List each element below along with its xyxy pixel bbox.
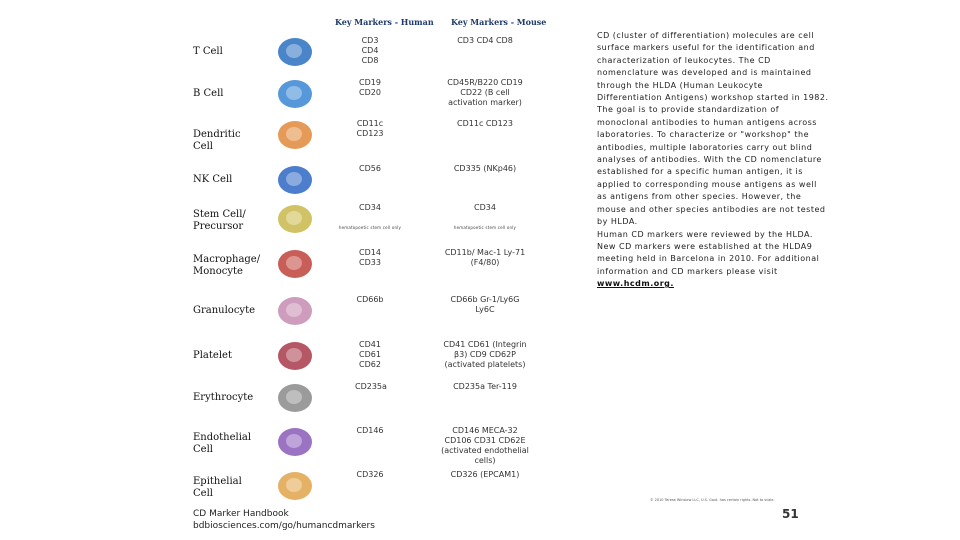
cell-illustration-icon: [270, 201, 320, 237]
mouse-marker: CD235a Ter-119: [453, 382, 517, 391]
mouse-marker: CD45R/B220 CD19 CD22 (B cell activation marker): [447, 78, 523, 107]
mouse-marker: CD146 MECA-32 CD106 CD31 CD62E (activated endothelial cells): [441, 426, 529, 465]
mouse-marker: CD326 (EPCAM1): [450, 470, 520, 479]
cell-illustration-icon: [270, 424, 320, 460]
cell-illustration-icon: [270, 380, 320, 416]
cell-name: Macrophage/ Monocyte: [193, 254, 261, 277]
mouse-marker: CD3 CD4 CD8: [457, 36, 513, 45]
hcdm-link[interactable]: www.hcdm.org.: [597, 279, 674, 289]
footer: [193, 508, 375, 532]
mouse-marker: CD34: [474, 203, 496, 212]
human-marker: CD3 CD4 CD8: [361, 36, 379, 65]
handbook-url[interactable]: bdbiosciences.com/go/humancdmarkers: [193, 521, 375, 531]
cell-name: Erythrocyte: [193, 392, 254, 403]
mouse-marker: CD335 (NKp46): [453, 164, 517, 173]
cell-illustration-icon: [270, 76, 320, 112]
mouse-markers-header: Key Markers - Mouse: [451, 17, 547, 27]
mouse-marker-note: hematopoetic stem cell only: [453, 225, 517, 230]
cell-illustration-icon: [270, 162, 320, 198]
cell-name: Granulocyte: [193, 305, 256, 316]
human-marker: CD326: [356, 470, 384, 479]
page-number: 51: [782, 507, 799, 521]
mouse-marker: CD11b/ Mac-1 Ly-71 (F4/80): [444, 248, 526, 267]
human-marker-note: hematopoetic stem cell only: [338, 225, 402, 230]
cell-name: T Cell: [193, 46, 223, 57]
handbook-title: CD Marker Handbook: [193, 509, 289, 519]
cd-description: [597, 30, 829, 291]
human-marker: CD11c CD123: [356, 119, 384, 138]
cell-name: NK Cell: [193, 174, 233, 185]
cell-illustration-icon: [270, 246, 320, 282]
human-marker: CD41 CD61 CD62: [359, 340, 381, 369]
cell-illustration-icon: [270, 293, 320, 329]
cell-illustration-icon: [270, 34, 320, 70]
cell-name: Epithelial Cell: [193, 476, 242, 499]
cell-illustration-icon: [270, 338, 320, 374]
cell-name: Dendritic Cell: [193, 129, 241, 152]
cell-name: B Cell: [193, 88, 224, 99]
illustration-copyright: © 2010 Terese Winslow LLC, U.S. Govt. has certain rights. Not to scale.: [650, 498, 775, 502]
cell-name: Stem Cell/ Precursor: [193, 209, 246, 232]
human-marker: CD56: [359, 164, 381, 173]
mouse-marker: CD41 CD61 (Integrin β3) CD9 CD62P (activated platelets): [443, 340, 527, 369]
cell-illustration-icon: [270, 468, 320, 504]
description-paragraph-2-text: Human CD markers were reviewed by the HLDA. New CD markers were established at the HLDA9 meeting held in Barcelona in 2010. For additional information and CD markers please visit: [597, 229, 820, 276]
human-marker: CD146: [356, 426, 384, 435]
human-marker: CD34: [359, 203, 381, 212]
human-marker: CD235a: [355, 382, 387, 391]
mouse-marker: CD11c CD123: [457, 119, 513, 128]
description-paragraph-2: [597, 229, 829, 291]
cell-illustration-icon: [270, 117, 320, 153]
mouse-marker: CD66b Gr-1/Ly6G Ly6C: [450, 295, 520, 314]
cell-name: Endothelial Cell: [193, 432, 252, 455]
human-marker: CD66b: [356, 295, 384, 304]
cell-name: Platelet: [193, 350, 232, 361]
human-marker: CD14 CD33: [359, 248, 381, 267]
human-marker: CD19 CD20: [359, 78, 381, 97]
description-paragraph-1: CD (cluster of differentiation) molecules are cell surface markers useful for the identification and characterization of leukocytes. The CD nomenclature was developed and is maintained through the HLDA (Human Leukocyte Differentiation Antigens) workshop started in 1982. The goal is to provide standardization of monoclonal antibodies to human antigens across laboratories. To characterize or "workshop" the antibodies, multiple laboratories carry out blind analyses of antibodies. With the CD nomenclature established for a specific human antigen, it is applied to corresponding mouse antigens as well as antigens from other species. However, the mouse and other species antibodies are not tested by HLDA.: [597, 31, 829, 227]
human-markers-header: Key Markers - Human: [335, 17, 434, 27]
